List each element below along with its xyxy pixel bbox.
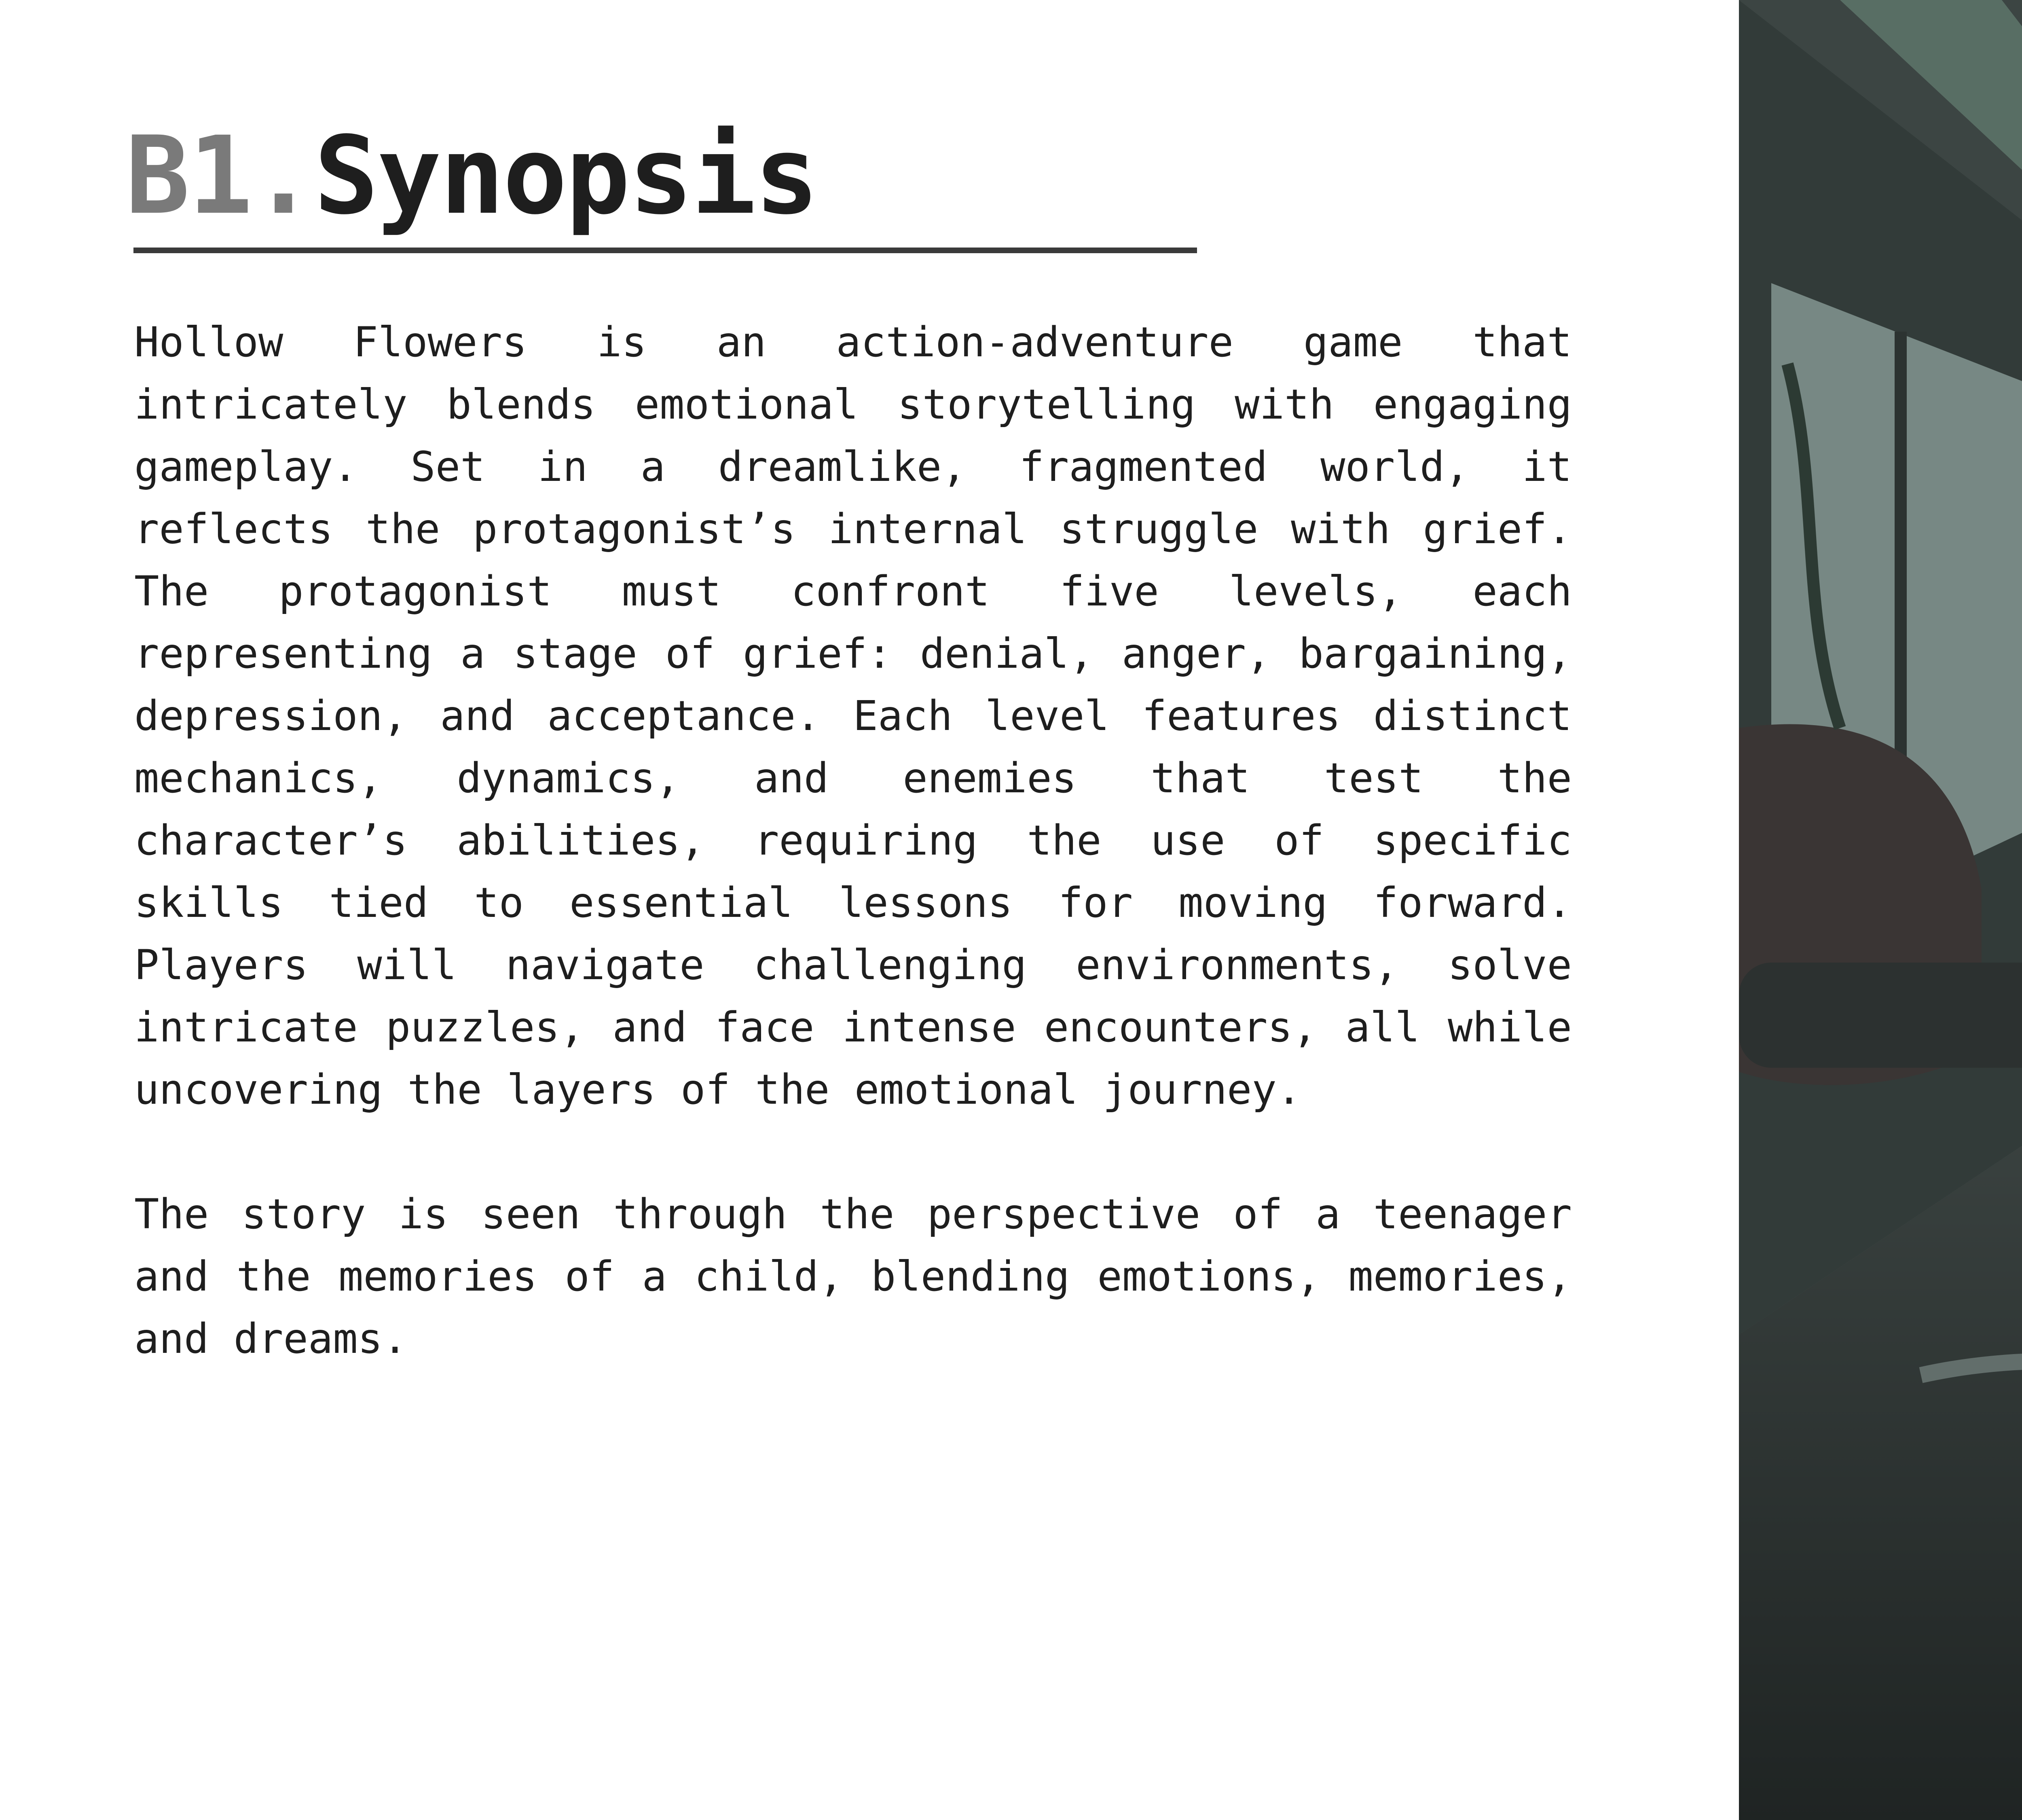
synopsis-text [134, 311, 1572, 1370]
synopsis-paragraph-2: The story is seen through the perspective of a teenager and the memories of a child, blending emotions, memories, and dreams. [134, 1190, 1572, 1363]
left-seat [1739, 963, 2022, 1068]
heading-underline [133, 248, 1197, 253]
section-title: Synopsis [314, 114, 817, 238]
subway-car-scene [1739, 0, 2022, 1820]
game-illustration [1739, 0, 2022, 1820]
section-heading [125, 115, 817, 237]
synopsis-paragraph-1: Hollow Flowers is an action-adventure game that intricately blends emotional storytelling with engaging gameplay. Set in a dreamlike, fragmented world, it reflects the protagonist’s internal struggle with grief. The protagonist must confront five levels, each representing a stage of grief: denial, anger, bargaining, depression, and acceptance. Each level features distinct mechanics, dynamics, and enemies that test the character’s abilities, requiring the use of specific skills tied to essential lessons for moving forward. Players will navigate challenging environments, solve intricate puzzles, and face intense encounters, all while uncovering the layers of the emotional journey. [134, 318, 1572, 1114]
section-number: B1. [125, 114, 314, 238]
